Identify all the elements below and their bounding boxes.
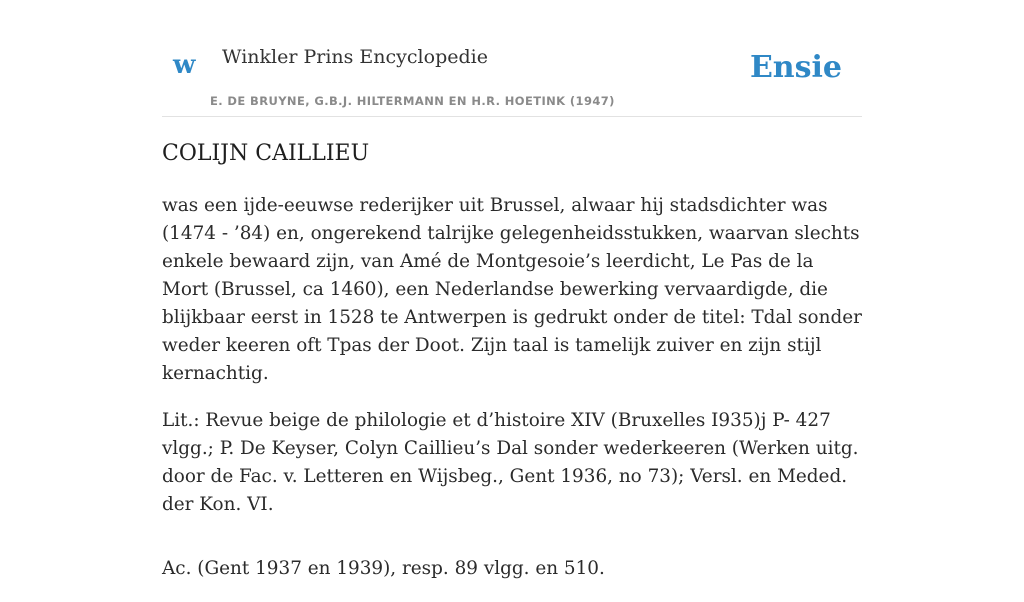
source-header [162,0,862,117]
entry-body [162,192,862,602]
entry-title: COLIJN CAILLIEU [162,141,370,166]
source-authors: E. DE BRUYNE, G.B.J. HILTERMANN EN H.R. HOETINK (1947) [210,94,615,108]
ensie-brand-logo[interactable]: Ensie [749,50,842,85]
source-title[interactable]: Winkler Prins Encyclopedie [222,46,488,68]
entry-paragraph: was een ijde-eeuwse rederijker uit Brussel, alwaar hij stadsdichter was (1474 - ’84) en, ongerekend talrijke gelegenheidsstukken, waarvan slechts enkele bewaard zijn, van Amé de Montgesoie’s leerdicht, Le Pas de la Mort (Brussel, ca 1460), een Nederlandse bewerking vervaardigde, die blijkbaar eerst in 1528 te Antwerpen is gedrukt onder de titel: Tdal sonder weder keeren oft Tpas der Doot. Zijn taal is tamelijk zuiver en zijn stijl kernachtig. [162,195,862,384]
winkler-prins-logo[interactable]: w [173,50,196,80]
literature-continuation: Ac. (Gent 1937 en 1939), resp. 89 vlgg. en 510. [162,558,605,579]
literature-paragraph: Lit.: Revue beige de philologie et d’histoire XIV (Bruxelles I935)j P- 427 vlgg.; P. De Keyser, Colyn Caillieu’s Dal sonder wederkeeren (Werken uitg. door de Fac. v. Letteren en Wijsbeg., Gent 1936, no 73); Versl. en Meded. der Kon. VI. [162,410,859,515]
